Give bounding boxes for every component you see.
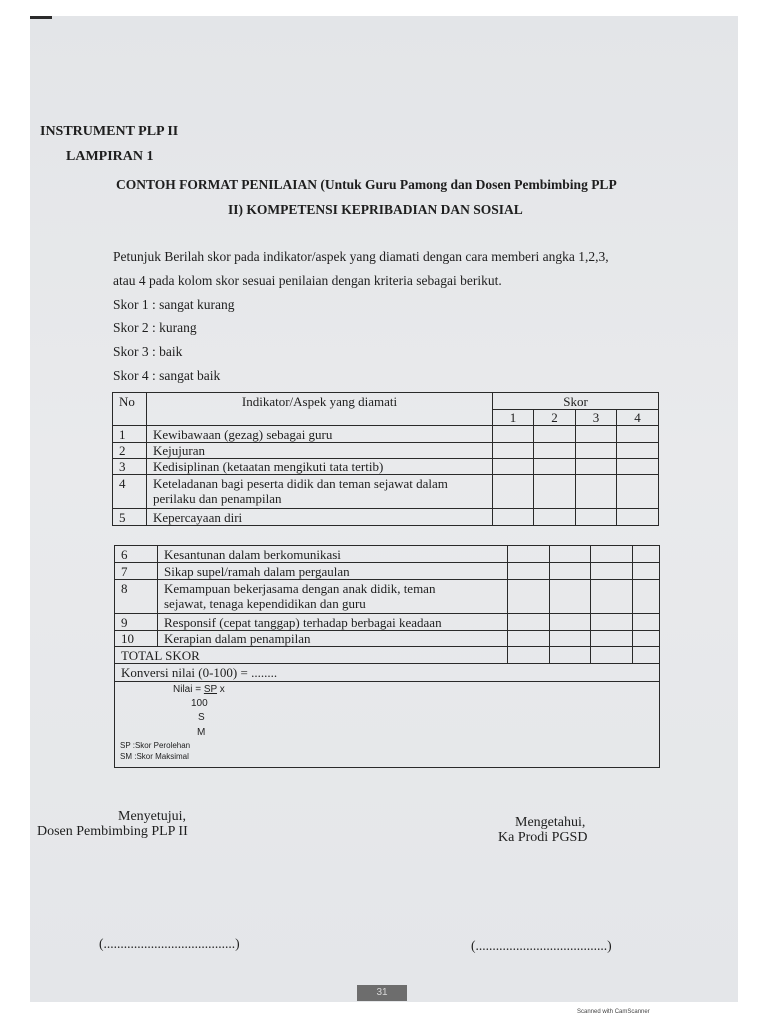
table-row <box>115 563 660 580</box>
score-cell[interactable] <box>534 475 576 509</box>
score-cell[interactable] <box>550 647 591 664</box>
score-cell[interactable] <box>534 426 576 443</box>
score-cell[interactable] <box>591 546 633 563</box>
score-cell[interactable] <box>508 546 550 563</box>
formula-nilai: Nilai = SP x <box>173 684 225 695</box>
skor-level-2: 2 <box>534 410 576 426</box>
row-indicator: Kerapian dalam penampilan <box>158 631 508 647</box>
score-cell[interactable] <box>617 459 659 475</box>
score-cell[interactable] <box>534 443 576 459</box>
score-cell[interactable] <box>493 475 534 509</box>
row-indicator: Kesantunan dalam berkomunikasi <box>158 546 508 563</box>
row-no: 7 <box>115 563 158 580</box>
score-cell[interactable] <box>633 563 660 580</box>
score-cell[interactable] <box>508 631 550 647</box>
row-no: 2 <box>113 443 147 459</box>
row-no: 3 <box>113 459 147 475</box>
table-row <box>115 580 660 614</box>
skor-level-1: 1 <box>493 410 534 426</box>
signature-left-blank: (.......................................) <box>99 936 240 951</box>
skor-criteria-3: Skor 3 : baik <box>113 344 183 359</box>
row-no: 6 <box>115 546 158 563</box>
score-cell[interactable] <box>591 614 633 631</box>
row-indicator: Kejujuran <box>147 443 493 459</box>
table-row <box>113 475 659 509</box>
table-row <box>113 509 659 526</box>
score-cell[interactable] <box>493 459 534 475</box>
score-cell[interactable] <box>550 631 591 647</box>
score-cell[interactable] <box>576 509 617 526</box>
page-number-badge: 31 <box>357 985 407 1001</box>
signature-right-title: Mengetahui, <box>515 815 586 830</box>
header-indicator: Indikator/Aspek yang diamati <box>147 393 493 426</box>
lampiran-heading: LAMPIRAN 1 <box>66 149 154 164</box>
row-indicator: Kepercayaan diri <box>147 509 493 526</box>
signature-right-role: Ka Prodi PGSD <box>498 830 588 845</box>
formula-100: 100 <box>191 698 208 709</box>
score-cell[interactable] <box>576 426 617 443</box>
total-skor-label: TOTAL SKOR <box>115 647 508 664</box>
score-cell[interactable] <box>508 563 550 580</box>
total-row <box>115 647 660 664</box>
score-cell[interactable] <box>576 443 617 459</box>
skor-criteria-1: Skor 1 : sangat kurang <box>113 297 235 312</box>
score-cell[interactable] <box>633 580 660 614</box>
score-cell[interactable] <box>633 614 660 631</box>
row-indicator-line1: Kemampuan bekerjasama dengan anak didik, teman <box>164 581 436 596</box>
row-indicator: Kewibawaan (gezag) sebagai guru <box>147 426 493 443</box>
score-cell[interactable] <box>617 509 659 526</box>
row-indicator <box>158 580 508 614</box>
table-row <box>113 443 659 459</box>
konversi-label: Konversi nilai (0-100) = ........ <box>115 664 660 682</box>
instruction-line2: atau 4 pada kolom skor sesuai penilaian dengan kriteria sebagai berikut. <box>113 273 502 288</box>
formula-note-sm: SM :Skor Maksimal <box>120 752 189 761</box>
assessment-table-1 <box>112 392 659 526</box>
score-cell[interactable] <box>617 475 659 509</box>
score-cell[interactable] <box>550 546 591 563</box>
score-cell[interactable] <box>550 563 591 580</box>
konversi-row <box>115 664 660 682</box>
score-cell[interactable] <box>493 443 534 459</box>
signature-left-role: Dosen Pembimbing PLP II <box>37 824 188 839</box>
score-cell[interactable] <box>508 614 550 631</box>
row-indicator: Responsif (cepat tanggap) terhadap berbagai keadaan <box>158 614 508 631</box>
row-no: 4 <box>113 475 147 509</box>
formula-m: M <box>197 727 206 738</box>
score-cell[interactable] <box>633 631 660 647</box>
document-title-line1: CONTOH FORMAT PENILAIAN (Untuk Guru Pamong dan Dosen Pembimbing PLP <box>116 177 617 192</box>
table-row <box>113 426 659 443</box>
row-no: 8 <box>115 580 158 614</box>
table-row <box>115 631 660 647</box>
instrument-heading: INSTRUMENT PLP II <box>40 124 179 139</box>
scanner-watermark: Scanned with CamScanner <box>577 1009 650 1015</box>
score-cell[interactable] <box>617 443 659 459</box>
score-cell[interactable] <box>493 426 534 443</box>
row-no: 9 <box>115 614 158 631</box>
score-cell[interactable] <box>591 631 633 647</box>
assessment-table-2 <box>114 545 660 768</box>
score-cell[interactable] <box>591 580 633 614</box>
row-no: 10 <box>115 631 158 647</box>
skor-level-4: 4 <box>617 410 659 426</box>
table-row <box>115 614 660 631</box>
score-cell[interactable] <box>493 509 534 526</box>
signature-right-blank: (.......................................) <box>471 938 612 953</box>
score-cell[interactable] <box>633 546 660 563</box>
skor-level-3: 3 <box>576 410 617 426</box>
instruction-line1: Petunjuk Berilah skor pada indikator/aspek yang diamati dengan cara memberi angka 1,2,3, <box>113 249 609 264</box>
score-cell[interactable] <box>534 459 576 475</box>
row-no: 5 <box>113 509 147 526</box>
score-cell[interactable] <box>550 580 591 614</box>
formula-sp: SP <box>203 684 218 695</box>
score-cell[interactable] <box>576 459 617 475</box>
table-row <box>115 546 660 563</box>
score-cell[interactable] <box>576 475 617 509</box>
row-indicator-line1: Keteladanan bagi peserta didik dan teman sejawat dalam <box>153 476 448 491</box>
header-no: No <box>113 393 147 426</box>
score-cell[interactable] <box>633 647 660 664</box>
row-indicator-line2: sejawat, tenaga kependidikan dan guru <box>164 596 366 611</box>
score-cell[interactable] <box>508 647 550 664</box>
score-cell[interactable] <box>591 647 633 664</box>
score-cell[interactable] <box>508 580 550 614</box>
row-indicator: Kedisiplinan (ketaatan mengikuti tata tertib) <box>147 459 493 475</box>
score-cell[interactable] <box>534 509 576 526</box>
table-row <box>113 459 659 475</box>
signature-left-title: Menyetujui, <box>118 809 187 824</box>
row-indicator: Sikap supel/ramah dalam pergaulan <box>158 563 508 580</box>
formula-note-sp: SP :Skor Perolehan <box>120 741 191 750</box>
header-skor: Skor <box>493 393 659 410</box>
skor-criteria-4: Skor 4 : sangat baik <box>113 368 221 383</box>
score-cell[interactable] <box>550 614 591 631</box>
score-cell[interactable] <box>591 563 633 580</box>
skor-criteria-2: Skor 2 : kurang <box>113 320 197 335</box>
formula-s: S <box>198 712 205 723</box>
row-indicator-line2: perilaku dan penampilan <box>153 491 282 506</box>
document-title-line2: II) KOMPETENSI KEPRIBADIAN DAN SOSIAL <box>228 202 523 217</box>
score-cell[interactable] <box>617 426 659 443</box>
row-no: 1 <box>113 426 147 443</box>
row-indicator <box>147 475 493 509</box>
